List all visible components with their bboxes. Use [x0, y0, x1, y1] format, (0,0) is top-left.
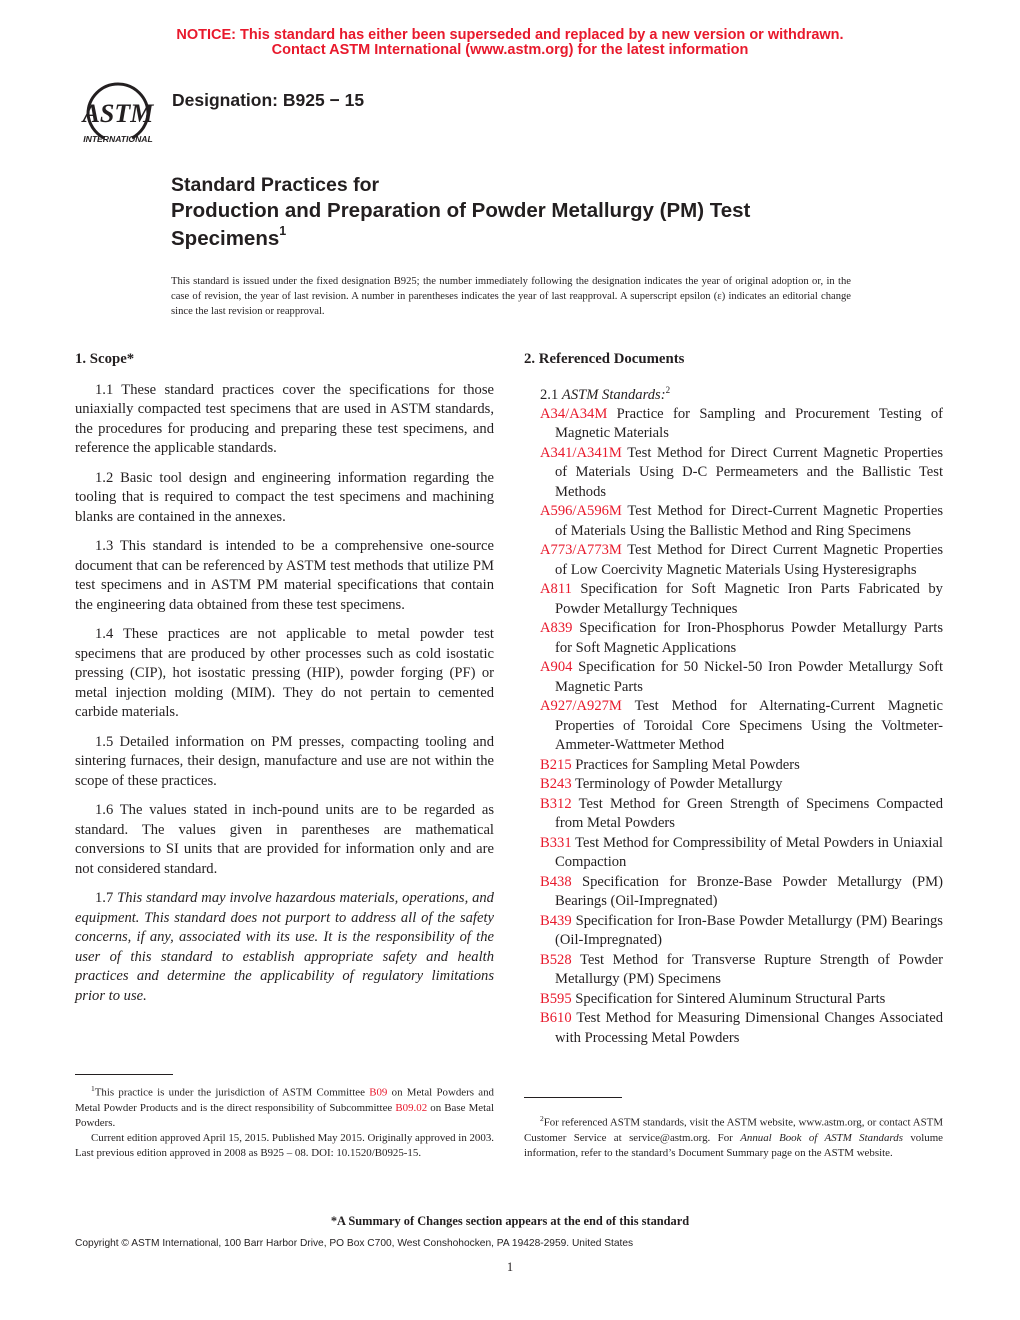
reference-list — [524, 405, 943, 1049]
boilerplate-text: This standard is issued under the fixed designation B925; the number immediately following the designation indicates the year of original adoption or, in the case of revision, the year of last revision. A number in parentheses indicates the year of last reapproval. A superscript epsilon (ε) indicates an editorial change since the last revision or reapproval. — [171, 276, 851, 317]
title-line-2: Production and Preparation of Powder Metallurgy (PM) Test — [171, 199, 751, 222]
scope-safety-number: 1.7 — [95, 890, 114, 906]
designation: Designation: B925 − 15 — [172, 90, 365, 110]
footnote-rule — [524, 1097, 622, 1098]
scope-paragraph: 1.3 This standard is intended to be a comprehensive one-source document that can be referenced by ASTM test methods that utilize PM test specimens and in ASTM PM material specifications that contain the engineering data obtained from these test specimens. — [75, 538, 494, 613]
logo-subtext: INTERNATIONAL — [83, 134, 153, 144]
reference-item — [524, 795, 943, 834]
reference-code-link[interactable]: A341/A341M — [540, 444, 622, 461]
reference-item — [524, 580, 943, 619]
reference-item — [524, 834, 943, 873]
footnote-1-text-b: on Metal Powders and Metal Powder Products and is the direct responsibility of Subcommittee — [75, 1086, 494, 1114]
title-line-1: Standard Practices for — [171, 174, 380, 196]
reference-title: Specification for Sintered Aluminum Structural Parts — [575, 990, 886, 1007]
scope-paragraph: 1.2 Basic tool design and engineering information regarding the tooling that is required to compact the test specimens and machining blanks are contained in the annexes. — [75, 469, 494, 525]
footnote-1-mark: 1 — [91, 1084, 95, 1093]
reference-code-link[interactable]: A839 — [540, 620, 573, 637]
reference-title: Specification for 50 Nickel-50 Iron Powder Metallurgy Soft Magnetic Parts — [555, 659, 943, 695]
reference-title: Specification for Bronze-Base Powder Metallurgy (PM) Bearings (Oil-Impregnated) — [555, 873, 943, 910]
reference-title: Specification for Soft Magnetic Iron Parts Fabricated by Powder Metallurgy Techniques — [555, 581, 943, 617]
page-number: 1 — [506, 1260, 514, 1274]
reference-code-link[interactable]: B331 — [540, 834, 572, 851]
committee-link[interactable]: B09 — [369, 1086, 388, 1099]
reference-title: Test Method for Measuring Dimensional Changes Associated with Processing Metal Powders — [555, 1010, 943, 1046]
title-line-3 — [171, 226, 286, 251]
reference-item — [524, 775, 943, 795]
title-line-3-text: Specimens — [171, 226, 280, 250]
reference-item — [524, 912, 943, 951]
reference-code-link[interactable]: A904 — [540, 659, 573, 676]
reference-item — [524, 444, 943, 503]
title-footnote-mark: 1 — [279, 224, 287, 238]
reference-item — [524, 502, 943, 541]
footnote-2 — [524, 1111, 943, 1161]
notice-line-1: NOTICE: This standard has either been superseded and replaced by a new version or withdrawn. — [176, 27, 844, 43]
footnote-2-text-a: For referenced ASTM standards, visit the ASTM website, www.astm.org, or contact ASTM Customer Service at service@astm.org. For — [524, 1116, 943, 1144]
reference-item — [524, 756, 943, 776]
reference-item — [524, 951, 943, 990]
reference-item — [524, 405, 943, 444]
scope-paragraph: 1.4 These practices are not applicable to metal powder test specimens that are produced by other processes such as cold isostatic pressing (CIP), hot isostatic pressing (HIP), powder forging (PF) or metal injection molding (MIM). They do not pertain to cemented carbide materials. — [75, 626, 494, 720]
footnote-rule — [75, 1074, 173, 1075]
subhead-footnote-mark: 2 — [665, 384, 671, 395]
subhead-text: ASTM Standards: — [561, 386, 666, 403]
reference-code-link[interactable]: B312 — [540, 795, 572, 812]
reference-item — [524, 697, 943, 756]
footnote-2-italic: Annual Book of ASTM Standards — [740, 1131, 903, 1144]
reference-code-link[interactable]: A596/A596M — [540, 503, 622, 520]
footnote-1-text-c: on Base Metal Powders. — [75, 1101, 494, 1130]
reference-code-link[interactable]: B243 — [540, 776, 572, 793]
reference-code-link[interactable]: A773/A773M — [540, 542, 622, 559]
reference-item — [524, 1009, 943, 1048]
reference-title: Specification for Iron-Phosphorus Powder Metallurgy Parts for Soft Magnetic Applications — [555, 620, 943, 656]
subhead-number: 2.1 — [540, 386, 559, 403]
left-column — [75, 350, 494, 1016]
scope-paragraph: 1.1 These standard practices cover the specifications for those uniaxially compacted test specimens that are used in ASTM standards, the procedures for producing and preparing these test specimens, and reference the applicable standards. — [75, 381, 494, 456]
reference-code-link[interactable]: A811 — [540, 581, 572, 598]
scope-paragraph: 1.5 Detailed information on PM presses, compacting tooling and sintering furnaces, their design, manufacture and use are not within the scope of these practices. — [75, 733, 494, 789]
reference-code-link[interactable]: B528 — [540, 951, 572, 968]
reference-item — [524, 990, 943, 1010]
footnote-1 — [75, 1081, 494, 1162]
reference-code-link[interactable]: B610 — [540, 1010, 572, 1027]
scope-safety-paragraph — [75, 889, 494, 1006]
copyright: Copyright © ASTM International, 100 Barr Harbor Drive, PO Box C700, West Conshohocken, PA 19428-2959. United States — [75, 1238, 634, 1249]
notice-line-2: Contact ASTM International (www.astm.org) for the latest information — [271, 42, 749, 58]
footnote-1-text-a: This practice is under the jurisdiction of ASTM Committee — [94, 1086, 370, 1099]
footnote-2-mark: 2 — [540, 1114, 544, 1123]
reference-title: Test Method for Direct Current Magnetic Properties of Low Coercivity Magnetic Materials Using Hysteresigraphs — [555, 542, 943, 578]
reference-title: Test Method for Direct Current Magnetic Properties of Materials Using D-C Permeameters and the Ballistic Test Methods — [555, 444, 943, 500]
scope-paragraph: 1.6 The values stated in inch-pound units are to be regarded as standard. The values given in parentheses are mathematical conversions to SI units that are provided for information only and are not considered standard. — [75, 802, 494, 877]
reference-code-link[interactable]: B595 — [540, 990, 572, 1007]
reference-title: Test Method for Alternating-Current Magnetic Properties of Toroidal Core Specimens Using the Voltmeter-Ammeter-Wattmeter Method — [555, 698, 943, 754]
reference-title: Test Method for Compressibility of Metal Powders in Uniaxial Compaction — [555, 834, 943, 871]
reference-item — [524, 541, 943, 580]
astm-standards-subhead — [540, 381, 943, 405]
reference-title: Terminology of Powder Metallurgy — [575, 776, 783, 793]
reference-item — [524, 873, 943, 912]
reference-title: Specification for Iron-Base Powder Metallurgy (PM) Bearings (Oil-Impregnated) — [555, 912, 943, 949]
reference-title: Practices for Sampling Metal Powders — [575, 756, 800, 773]
right-column — [524, 350, 943, 1048]
footnote-1-edition: Current edition approved April 15, 2015. Published May 2015. Originally approved in 2003. Last previous edition approved in 2008 as B925 – 08. DOI: 10.1520/B0925-15. — [75, 1132, 494, 1160]
referenced-documents-heading: 2. Referenced Documents — [524, 351, 685, 367]
reference-title: Test Method for Green Strength of Specimens Compacted from Metal Powders — [555, 795, 944, 832]
reference-title: Test Method for Direct-Current Magnetic Properties of Materials Using the Ballistic Method and Ring Specimens — [555, 503, 943, 539]
reference-code-link[interactable]: B215 — [540, 756, 572, 773]
reference-title: Test Method for Transverse Rupture Strength of Powder Metallurgy (PM) Specimens — [555, 951, 944, 988]
scope-heading: 1. Scope* — [75, 351, 135, 367]
reference-code-link[interactable]: B438 — [540, 873, 572, 890]
astm-logo-icon — [74, 76, 162, 146]
summary-of-changes-note: *A Summary of Changes section appears at the end of this standard — [330, 1214, 690, 1228]
scope-safety-text: This standard may involve hazardous materials, operations, and equipment. This standard does not purport to address all of the safety concerns, if any, associated with its use. It is the responsibility of the user of this standard to establish appropriate safety and health practices and determine the applicability of regulatory limitations prior to use. — [75, 890, 494, 1004]
reference-title: Practice for Sampling and Procurement Testing of Magnetic Materials — [555, 405, 943, 442]
reference-code-link[interactable]: A34/A34M — [540, 405, 608, 422]
reference-code-link[interactable]: A927/A927M — [540, 698, 622, 715]
logo-text: ASTM — [82, 99, 154, 128]
reference-item — [524, 658, 943, 697]
subcommittee-link[interactable]: B09.02 — [395, 1101, 428, 1114]
reference-code-link[interactable]: B439 — [540, 912, 572, 929]
footnote-2-text-b: volume information, refer to the standard’s Document Summary page on the ASTM website. — [524, 1131, 944, 1160]
reference-item — [524, 619, 943, 658]
